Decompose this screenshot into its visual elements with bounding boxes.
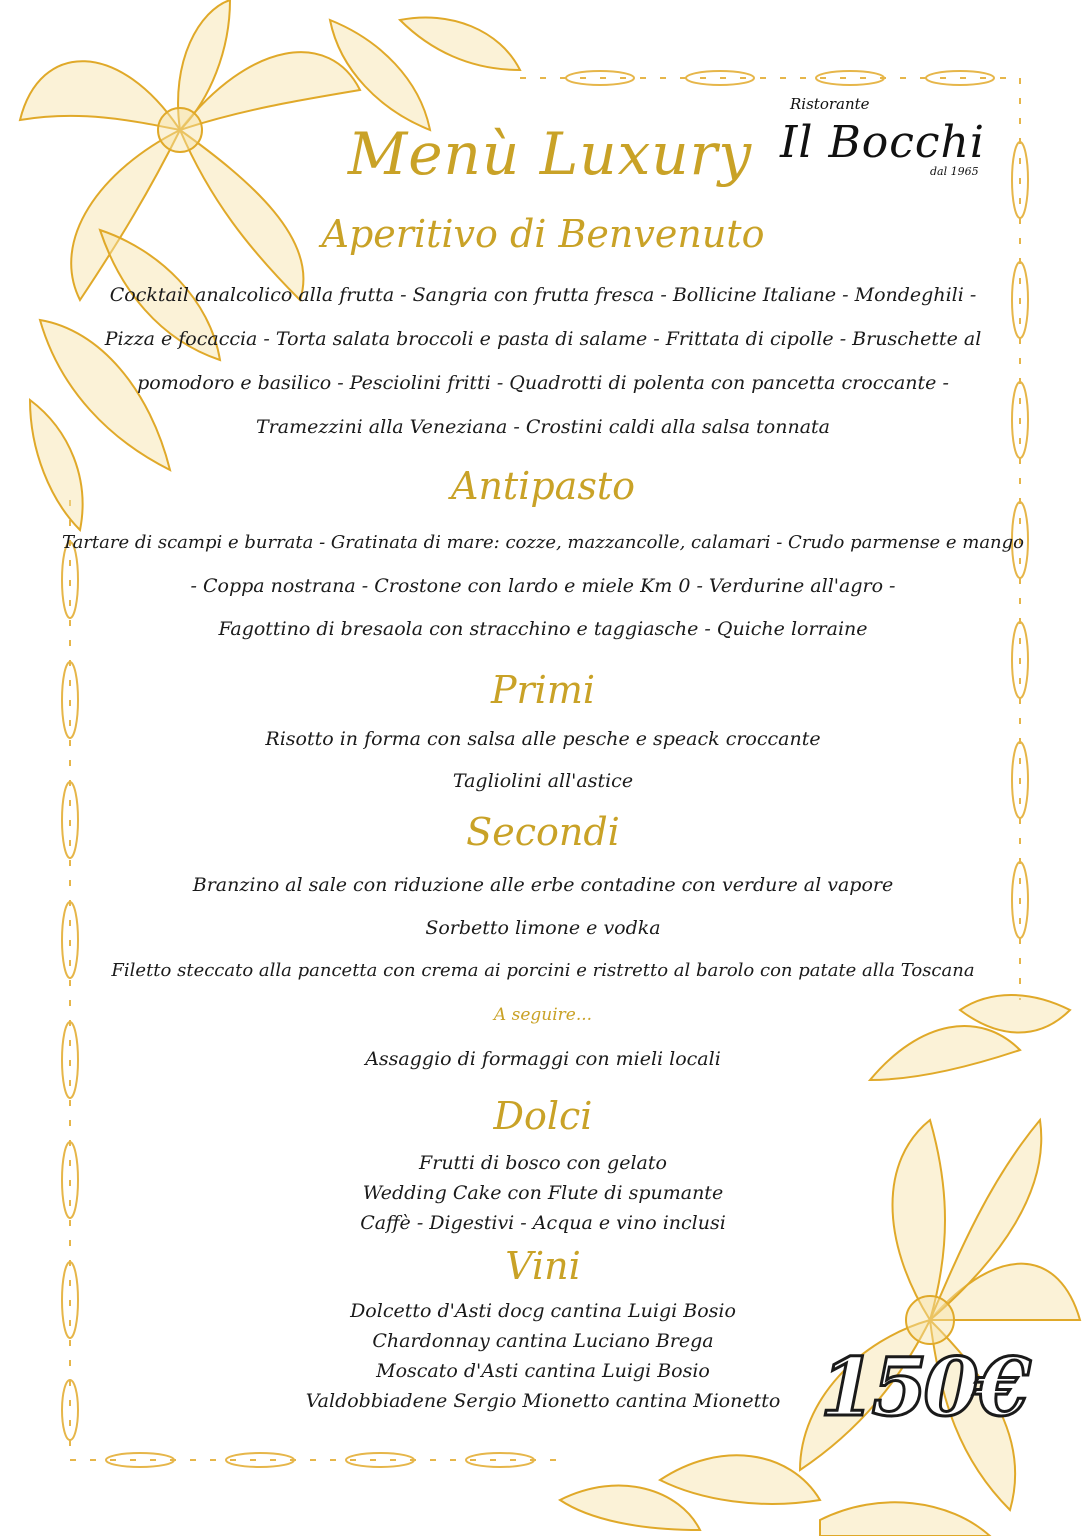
primi-heading: Primi [490,668,596,712]
dolci-heading: Dolci [493,1094,593,1138]
secondi-line: Sorbetto limone e vodka [425,917,661,939]
secondi-line: Branzino al sale con riduzione alle erbe contadine con verdure al vapore [192,874,894,896]
vini-line: Valdobbiadene Sergio Mionetto cantina Mionetto [305,1390,781,1412]
antipasto-line: Fagottino di bresaola con stracchino e taggiasche - Quiche lorraine [218,618,868,640]
a-seguire-note: A seguire... [493,1005,593,1025]
menu-title: Menù Luxury [347,120,753,188]
aperitivo-line: Pizza e focaccia - Torta salata broccoli e pasta di salame - Frittata di cipolle - Bruschette al [104,328,982,350]
antipasto-heading: Antipasto [451,464,635,508]
aperitivo-line: pomodoro e basilico - Pesciolini fritti - Quadrotti di polenta con pancetta croccante - [137,372,949,394]
dolci-line: Frutti di bosco con gelato [419,1152,667,1174]
logo-subtitle: Ristorante [790,95,870,113]
vini-heading: Vini [505,1244,581,1288]
logo-name: Il Bocchi [780,117,985,168]
aperitivo-line: Tramezzini alla Veneziana - Crostini caldi alla salsa tonnata [256,416,830,438]
vini-line: Moscato d'Asti cantina Luigi Bosio [376,1360,710,1382]
top-left-flower-ornament [20,0,520,530]
antipasto-line: - Coppa nostrana - Crostone con lardo e miele Km 0 - Verdurine all'agro - [190,575,896,597]
formaggi-line: Assaggio di formaggi con mieli locali [365,1048,721,1070]
primi-line: Tagliolini all'astice [452,770,634,792]
primi-line: Risotto in forma con salsa alle pesche e speack croccante [265,728,821,750]
antipasto-line: Tartare di scampi e burrata - Gratinata di mare: cozze, mazzancolle, calamari - Crudo parmense e mango [61,532,1025,553]
logo-established: dal 1965 [930,165,979,178]
aperitivo-line: Cocktail analcolico alla frutta - Sangria con frutta fresca - Bollicine Italiane - Mondeghili - [109,284,977,306]
menu-price: 150€ [820,1340,1027,1434]
vini-line: Chardonnay cantina Luciano Brega [372,1330,714,1352]
dolci-line: Caffè - Digestivi - Acqua e vino inclusi [360,1212,726,1234]
vini-line: Dolcetto d'Asti docg cantina Luigi Bosio [350,1300,736,1322]
secondi-heading: Secondi [466,810,620,854]
dolci-line: Wedding Cake con Flute di spumante [362,1182,724,1204]
secondi-line: Filetto steccato alla pancetta con crema ai porcini e ristretto al barolo con patate alla Toscana [111,960,975,981]
aperitivo-heading: Aperitivo di Benvenuto [321,212,765,256]
